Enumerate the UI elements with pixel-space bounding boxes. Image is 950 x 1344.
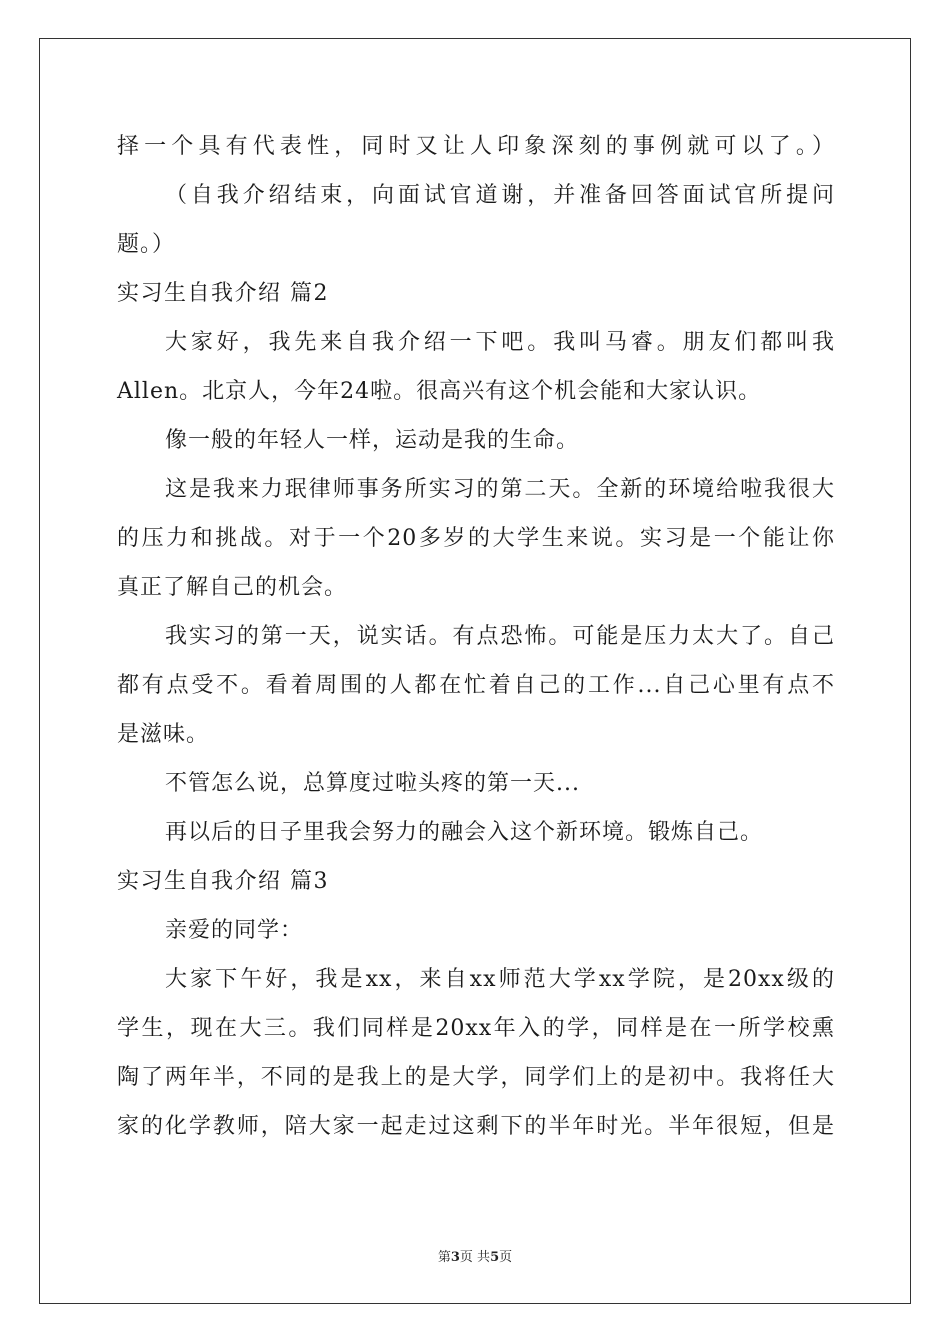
paragraph-line: 都有点受不。看着周围的人都在忙着自己的工作...自己心里有点不 [117,673,835,698]
paragraph-line: 是滋味。 [117,722,210,747]
paragraph-line: 家的化学教师，陪大家一起走过这剩下的半年时光。半年很短，但是 [117,1114,835,1139]
paragraph-line: 陶了两年半，不同的是我上的是大学，同学们上的是初中。我将任大 [117,1065,835,1090]
paragraph-line: 择一个具有代表性，同时又让人印象深刻的事例就可以了。） [117,134,835,159]
paragraph-line: 真正了解自己的机会。 [117,575,348,600]
footer-mid: 页 共 [459,1250,491,1265]
section-heading: 实习生自我介绍 篇3 [117,869,329,894]
current-page-number: 3 [450,1250,460,1265]
document-body [117,122,835,1151]
footer-prefix: 第 [437,1250,451,1265]
paragraph-line: 大家下午好，我是xx，来自xx师范大学xx学院，是20xx级的 [165,967,835,992]
paragraph-line: 像一般的年轻人一样，运动是我的生命。 [165,428,580,453]
paragraph-line: 大家好，我先来自我介绍一下吧。我叫马睿。朋友们都叫我 [165,330,835,355]
paragraph-line: 亲爱的同学： [165,918,304,943]
paragraph-line: 的压力和挑战。对于一个20多岁的大学生来说。实习是一个能让你 [117,526,835,551]
paragraph-line: Allen。北京人，今年24啦。很高兴有这个机会能和大家认识。 [117,379,762,404]
footer-suffix: 页 [499,1250,513,1265]
paragraph-line: 再以后的日子里我会努力的融会入这个新环境。锻炼自己。 [165,820,764,845]
page-footer [0,1246,950,1265]
section-heading: 实习生自我介绍 篇2 [117,281,329,306]
paragraph-line: 我实习的第一天，说实话。有点恐怖。可能是压力太大了。自己 [165,624,835,649]
paragraph-line: 学生，现在大三。我们同样是20xx年入的学，同样是在一所学校熏 [117,1016,835,1041]
paragraph-line: （自我介绍结束，向面试官道谢，并准备回答面试官所提问 [165,183,835,208]
paragraph-line: 这是我来力珉律师事务所实习的第二天。全新的环境给啦我很大 [165,477,835,502]
paragraph-line: 不管怎么说，总算度过啦头疼的第一天... [165,771,580,796]
paragraph-line: 题。） [117,232,176,257]
total-page-count: 5 [490,1250,500,1265]
